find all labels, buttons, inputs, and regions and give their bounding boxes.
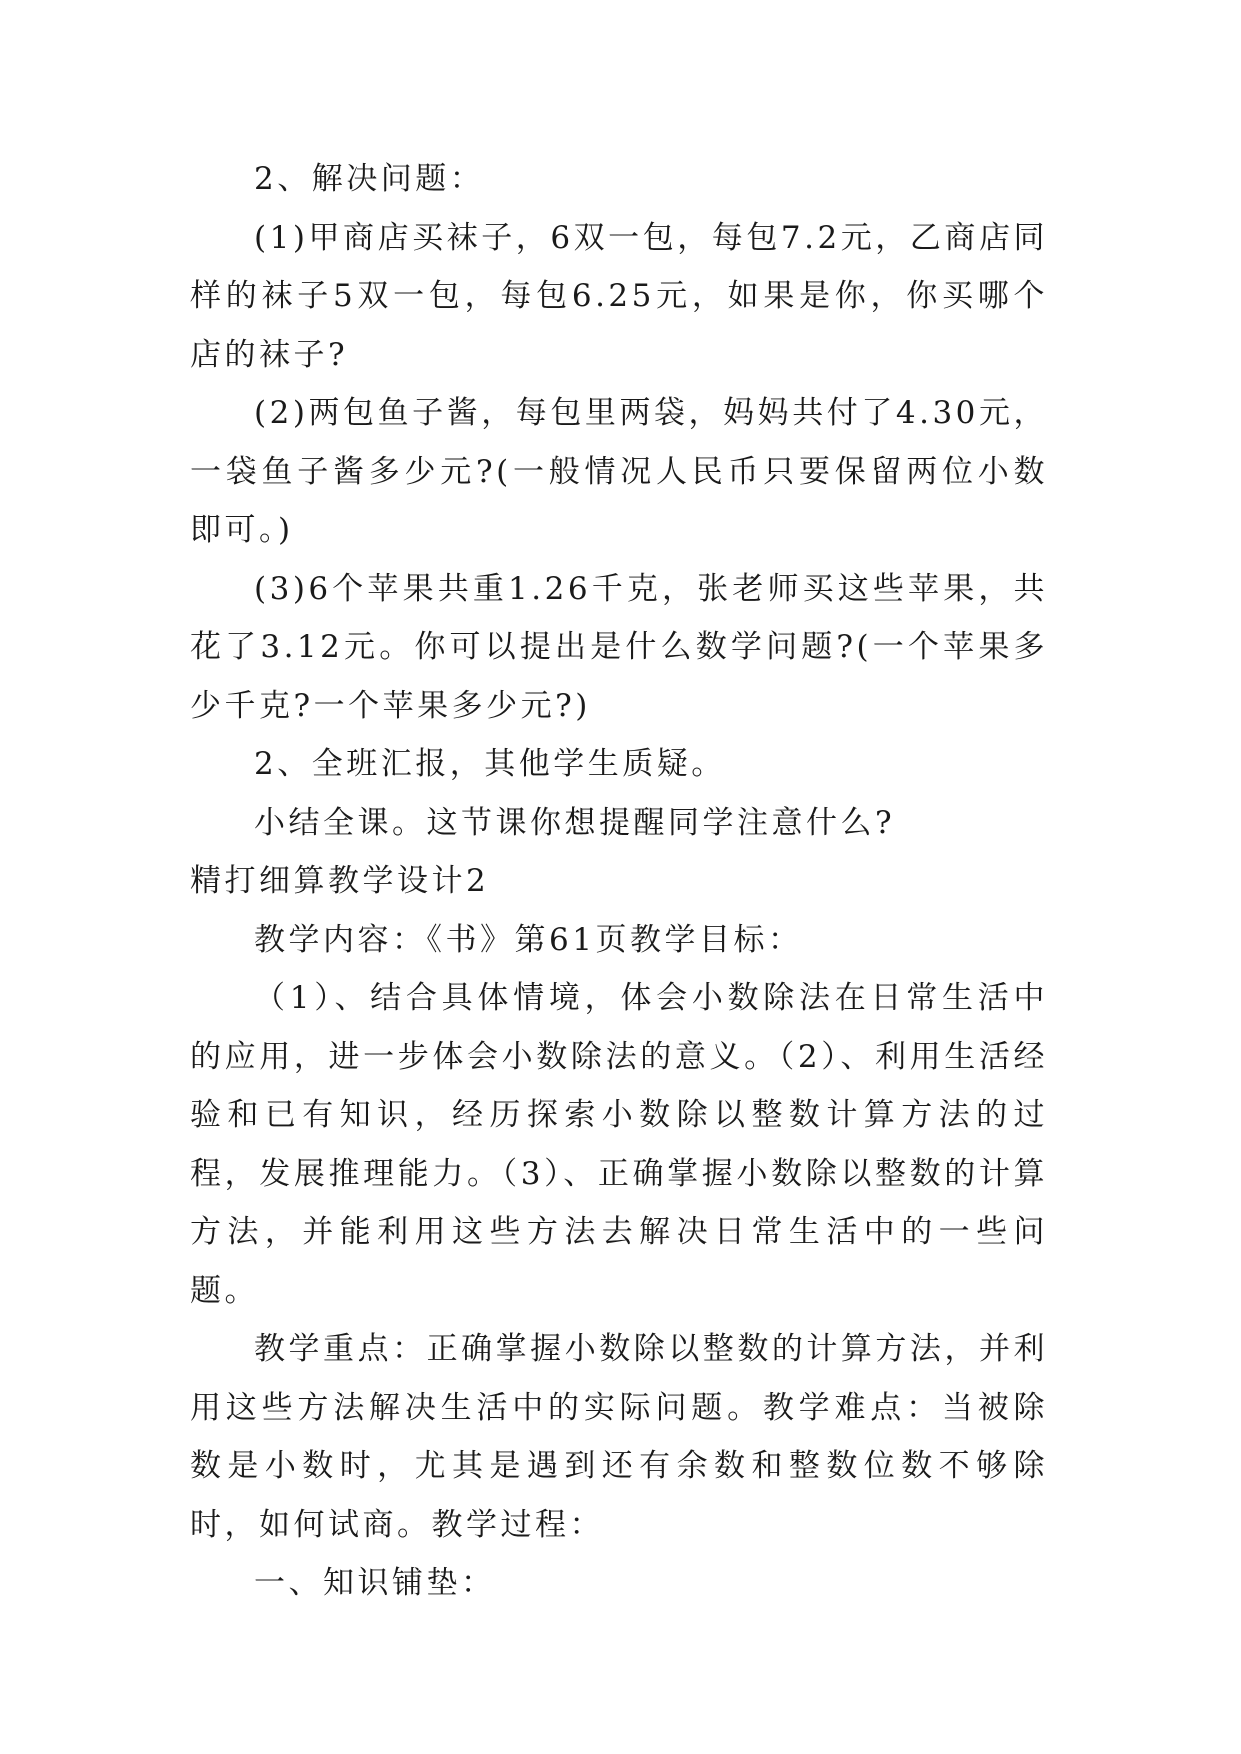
paragraph-8: （1）、结合具体情境，体会小数除法在日常生活中的应用，进一步体会小数除法的意义。（2）、利用生活经验和已有知识，经历探索小数除以整数计算方法的过程，发展推理能力。（3）、正确掌握小数除以整数的计算方法，并能利用这些方法去解决日常生活中的一些问题。 [190,980,1048,1309]
paragraph-7: 教学内容：《书》第61页教学目标： [254,921,803,958]
paragraph-6: 小结全课。这节课你想提醒同学注意什么? [254,804,896,841]
paragraph-5: 2、全班汇报，其他学生质疑。 [254,746,726,782]
paragraph-10: 一、知识铺垫： [254,1565,496,1601]
section-heading: 精打细算教学设计2 [190,863,490,899]
paragraph-3: (2)两包鱼子酱，每包里两袋，妈妈共付了4.30元，一袋鱼子酱多少元?(一般情况人民币只要保留两位小数即可。) [190,395,1048,548]
paragraph-2: (1)甲商店买袜子，6双一包，每包7.2元，乙商店同样的袜子5双一包，每包6.25元，如果是你，你买哪个店的袜子? [190,219,1048,373]
document-body [190,150,1048,1613]
paragraph-9: 教学重点：正确掌握小数除以整数的计算方法，并利用这些方法解决生活中的实际问题。教学难点：当被除数是小数时，尤其是遇到还有余数和整数位数不够除时，如何试商。教学过程： [190,1331,1048,1543]
paragraph-1: 2、解决问题： [254,161,485,197]
paragraph-4: (3)6个苹果共重1.26千克，张老师买这些苹果，共花了3.12元。你可以提出是什么数学问题?(一个苹果多少千克?一个苹果多少元?) [190,570,1048,724]
